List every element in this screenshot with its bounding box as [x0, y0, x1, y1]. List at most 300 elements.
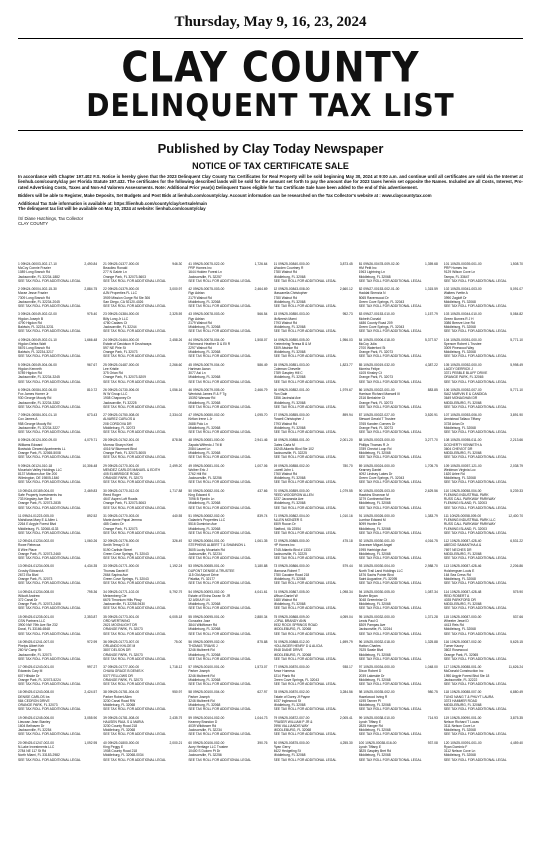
- listing-parcel: 09N25-00075-022-00: [192, 262, 225, 266]
- listing-number: 96: [358, 640, 363, 645]
- listing-parcel: 09N25-00099-002-00: [192, 640, 225, 645]
- tax-listing: [18, 665, 97, 686]
- listing-addr: 584 CEDRON DRIVE: [18, 698, 50, 703]
- listing-owner: Dixon Robert D: [358, 669, 382, 674]
- listing-city: Green Cove Springs, FL 32043: [103, 551, 149, 556]
- listing-owner: Moreira Felipe: [358, 367, 380, 372]
- listing-addr: 2039 Lakeside Dr: [358, 673, 385, 678]
- listing-city: Middleburg, FL 32068: [358, 602, 391, 607]
- listing-number: 10: [18, 488, 22, 493]
- listing-legal-note: SEE TAX ROLL FOR ADDITIONAL LEGAL: [273, 304, 337, 309]
- listing-legal-note: SEE TAX ROLL FOR ADDITIONAL LEGAL: [443, 455, 507, 460]
- listing-amount: 537.66: [512, 614, 524, 619]
- listing-amount: 1,699.79: [339, 640, 353, 645]
- listing-amount: 1,061.35: [254, 539, 268, 544]
- listing-city: Jacksonville, FL 32234: [188, 551, 222, 556]
- listing-owner: Hazelwood Irving R: [358, 694, 388, 699]
- listing-addr: 260 W Camp St: [18, 648, 42, 653]
- listing-owner: Estate of Davidson H Drushways: [103, 341, 152, 346]
- listing-legal-note: SEE TAX ROLL FOR ADDITIONAL LEGAL: [18, 631, 81, 636]
- listing-legal-note: SEE TAX ROLL FOR ADDITIONAL LEGAL: [103, 581, 167, 586]
- tax-listing: [188, 338, 267, 359]
- listing-owner: Smith Terray D III: [103, 543, 129, 548]
- listing-owner: Turner Kacey: [443, 644, 464, 649]
- listing-amount: 972.99: [87, 640, 98, 645]
- signature-block: [18, 216, 523, 227]
- listing-parcel: 09N25-00084-001-00: [192, 539, 225, 544]
- listing-addr: 597 NE Pirie St: [103, 346, 126, 351]
- tax-listing: [274, 262, 353, 283]
- listing-addr: 7309 Long Branch Rd: [18, 295, 51, 300]
- listing-city: Jacksonville, FL 32244: [103, 325, 137, 330]
- listing-city: Jacksonville, FL 32254: [18, 728, 52, 733]
- listing-addr: 2825 Hanger Rd: [358, 724, 383, 729]
- listing-number: 112: [443, 539, 450, 544]
- listing-owner: Mcbeth Donald: [358, 316, 381, 321]
- listing-number: 28: [103, 438, 107, 443]
- listing-city: Middleburg, FL 32068: [358, 703, 391, 708]
- listing-number: 111: [443, 514, 449, 519]
- listing-addr: 4092 Lindsey Lakes Dr: [358, 472, 393, 477]
- listing-city: Jacksonville, FL 32225: [103, 400, 137, 405]
- listing-amount: 1,705.75: [425, 463, 438, 468]
- tax-listing: [359, 741, 438, 762]
- listing-parcel: 10N25-00038-010-00: [363, 715, 395, 720]
- listing-number: 17: [18, 665, 22, 670]
- listing-number: 9: [18, 463, 20, 468]
- listing-addr: 1089 Long Branch Rd: [18, 270, 51, 275]
- listing-legal-note: SEE TAX ROLL FOR ADDITIONAL LEGAL: [358, 732, 422, 737]
- listing-owner: Rowe Rebecca: [18, 543, 41, 548]
- listing-addr: 277 N Galvin Ln: [103, 270, 127, 275]
- listing-addr: 3246 Mulberrit Rd: [188, 698, 215, 703]
- listing-legal-note: SEE TAX ROLL FOR ADDITIONAL LEGAL: [188, 631, 252, 636]
- listing-addr: 3789 Cheviot Loop Rd: [358, 446, 392, 451]
- listing-amount: 475.18: [342, 539, 353, 544]
- listing-owner: Green Burnes R J H: [443, 316, 474, 321]
- listing-parcel: 10N25-00025-003-00: [363, 488, 395, 493]
- listing-parcel: 09N25-01247-002-00: [22, 740, 54, 745]
- listing-number: 70: [273, 488, 278, 493]
- listing-city: Jacksonville, FL 32234-3245: [18, 375, 60, 380]
- listing-number: 48: [188, 438, 193, 443]
- listing-parcel: 09N25-00852-001-00: [278, 388, 310, 393]
- listing-parcel: 10N25-00032-018-00: [363, 640, 395, 645]
- listing-parcel: 10N25-00044-010-00: [450, 312, 482, 317]
- listing-number: 119: [443, 715, 450, 720]
- listing-city: Orange Park, FL 32073-2406: [18, 602, 61, 607]
- listing-amount: 1,823.77: [339, 362, 353, 367]
- listing-city: Middleburg, FL 32068: [188, 451, 221, 456]
- listing-addr: 3230 Canal Road RW: [103, 698, 136, 703]
- listing-amount: 673.43: [87, 413, 98, 418]
- listing-addr: 5932 ROCK SPRINGS ROAD: [273, 623, 318, 628]
- listing-amount: 780.70: [342, 463, 353, 468]
- tax-listing: [359, 363, 438, 384]
- listing-addr: 5099 Hunter Dr: [358, 522, 382, 527]
- listing-city: Middleburg, FL 32068: [273, 476, 306, 481]
- listing-number: 117: [443, 665, 450, 670]
- listing-legal-note: SEE TAX ROLL FOR ADDITIONAL LEGAL: [358, 455, 422, 460]
- listing-parcel: 10N25-00091-001-00: [450, 740, 482, 745]
- listing-amount: 326.49: [172, 539, 183, 544]
- listing-parcel: 09N25-01243-001-00: [22, 665, 54, 670]
- listing-parcel: 09N25-01762-001-00: [107, 438, 140, 443]
- tax-listing: [274, 363, 353, 384]
- listing-owner: N-Lake Investments LLC: [18, 745, 55, 750]
- listing-city: Jacksonville, FL 32225: [273, 551, 307, 556]
- listing-city: Middleburg, FL 32068: [358, 728, 391, 733]
- listing-number: 22: [103, 287, 107, 292]
- listing-addr: RUSS CALL PARKWAY PARKWAY: [443, 522, 496, 527]
- listing-city: Orange Park, FL 32073-2460: [18, 551, 61, 556]
- listing-legal-note: SEE TAX ROLL FOR ADDITIONAL LEGAL: [18, 682, 81, 687]
- listing-number: 88: [358, 438, 363, 443]
- listing-amount: 1,010.16: [339, 514, 353, 519]
- listing-amount: 2,038.79: [510, 463, 524, 468]
- listing-owner: Bovier Bryan: [358, 593, 378, 598]
- listing-city: Middleburg, FL 32068: [443, 425, 476, 430]
- listing-city: Middleburg, FL 32068: [273, 375, 306, 380]
- listing-legal-note: SEE TAX ROLL FOR ADDITIONAL LEGAL: [358, 354, 422, 359]
- listing-amount: 6,880.49: [510, 690, 524, 695]
- listing-legal-note: SEE TAX ROLL FOR ADDITIONAL LEGAL: [443, 278, 507, 283]
- listing-city: Baldwin, FL 32234-3217: [18, 350, 54, 355]
- listing-owner: Metzenberg Cie: [103, 593, 127, 598]
- listing-parcel: 09N25-01777-000-00: [107, 665, 140, 670]
- listing-parcel: 09N25-00858-002-00: [278, 463, 310, 468]
- tax-listing: [103, 640, 182, 661]
- listing-city: Middleburg, FL 32068: [358, 501, 391, 506]
- listing-amount: 892.52: [87, 514, 98, 519]
- listing-parcel: 09N24-00049-002-01-10: [20, 337, 57, 342]
- listing-owner: CHAVA GRACE B DENIS K: [103, 669, 144, 674]
- listing-owner: Crosby Edward A: [18, 568, 44, 573]
- listing-city: Middleburg, FL 32068: [443, 753, 476, 758]
- listing-city: Middleburg, FL 32068: [188, 501, 221, 506]
- tax-listing: [444, 438, 523, 459]
- listing-amount: 4,059.04: [339, 614, 353, 619]
- listing-city: Orange Park, FL 32073-5005: [103, 451, 146, 456]
- listing-legal-note: SEE TAX ROLL FOR ADDITIONAL LEGAL: [103, 379, 167, 384]
- listing-parcel: 09N24-01223-005-00: [22, 514, 54, 519]
- listing-owner: Rowell Christopher J: [273, 417, 304, 422]
- listing-parcel: 10N25-00023-000-00: [363, 438, 395, 443]
- listing-city: Middleburg, FL 32068: [443, 299, 476, 304]
- listing-parcel: 09N25-00104-002-00: [192, 715, 225, 720]
- listing-legal-note: SEE TAX ROLL FOR ADDITIONAL LEGAL: [103, 404, 167, 409]
- listing-owner: W W Group LLC: [103, 392, 128, 397]
- listing-city: Jacksonville, FL 32222: [443, 677, 478, 682]
- listing-number: 75: [273, 614, 278, 619]
- listing-amount: 997.27: [87, 665, 98, 670]
- listing-addr: 5676 Long Branch Rd: [18, 346, 51, 351]
- listing-legal-note: SEE TAX ROLL FOR ADDITIONAL LEGAL: [358, 278, 422, 283]
- listing-amount: 2,880.34: [254, 614, 268, 619]
- tax-listing: [103, 564, 182, 585]
- listing-amount: 1,315.59: [425, 287, 438, 292]
- listing-legal-note: SEE TAX ROLL FOR ADDITIONAL LEGAL: [358, 606, 422, 611]
- listing-city: Middleburg, FL 32068: [188, 325, 221, 330]
- listing-city: ORANGE PARK, FL 32073: [18, 703, 58, 708]
- listing-city: Middleburg, FL 32068: [188, 627, 221, 632]
- listing-amount: 3,284.56: [339, 690, 353, 695]
- listing-owner: ALVAREZ CARLOS A: [103, 417, 136, 422]
- listing-city: Orange Park, FL 32073-2835: [18, 501, 61, 506]
- listing-number: 74: [273, 589, 278, 594]
- listing-amount: 810.72: [87, 388, 98, 393]
- tax-listing: [444, 640, 523, 661]
- listing-legal-note: SEE TAX ROLL FOR ADDITIONAL LEGAL: [18, 304, 81, 309]
- listing-legal-note: SEE TAX ROLL FOR ADDITIONAL LEGAL: [103, 505, 167, 510]
- listing-addr: 6676 Timonium Hills Pkwy: [103, 598, 142, 603]
- listing-legal-note: SEE TAX ROLL FOR ADDITIONAL LEGAL: [103, 304, 167, 309]
- listing-legal-note: SEE TAX ROLL FOR ADDITIONAL LEGAL: [188, 505, 252, 510]
- listing-city: Orange Park, FL 32073-5603: [103, 274, 146, 279]
- listing-addr: 10400 S Dulcen Pt Dr: [188, 749, 221, 754]
- listing-city: Middleburg, FL 32068: [443, 350, 476, 355]
- listing-number: 95: [358, 614, 363, 619]
- listing-legal-note: SEE TAX ROLL FOR ADDITIONAL LEGAL: [358, 530, 422, 535]
- listing-owner: HP Homes Inc: [273, 543, 295, 548]
- publisher-line: Published by Clay Today Newspaper: [157, 141, 384, 156]
- listing-parcel: 09N25-00843-008-00: [278, 287, 310, 292]
- listing-amount: 1,007.06: [254, 463, 268, 468]
- listing-columns: [18, 262, 523, 844]
- listing-parcel: 09N25-00862-004-00: [278, 514, 310, 519]
- listing-owner: Wentcisk James R & F Tg: [188, 392, 227, 397]
- listing-legal-note: SEE TAX ROLL FOR ADDITIONAL LEGAL: [273, 631, 337, 636]
- listing-addr: 8 Wire Place: [18, 547, 37, 552]
- listing-number: 3: [18, 312, 20, 317]
- listing-addr: 3246 Mulberrit Rd: [188, 673, 215, 678]
- listing-city: Wilmington, DE 19805-1840: [18, 476, 60, 481]
- listing-city: Middleburg, FL 32068: [188, 602, 221, 607]
- listing-parcel: 09N24-00084-002-06-00: [20, 388, 57, 393]
- listing-amount: 3,520.91: [425, 413, 438, 418]
- listing-legal-note: SEE TAX ROLL FOR ADDITIONAL LEGAL: [18, 404, 81, 409]
- listing-addr: 164 Sea Cress Rd: [443, 572, 471, 577]
- listing-owner: Gates Carla M: [273, 442, 295, 447]
- listing-addr: 2762 Hill Rd: [188, 472, 207, 477]
- listing-parcel: 09N25-00865-000-00: [278, 539, 310, 544]
- listing-amount: 2,466.79: [254, 388, 268, 393]
- listing-addr: 3900 NW 79th Ave Ste 232: [18, 623, 58, 628]
- listing-addr: 372 Canal Dr: [18, 598, 38, 603]
- listing-owner: Phelps Albert Keh: [18, 644, 45, 649]
- listing-owner: ORLANDO KHLOE M: [103, 644, 136, 649]
- listing-number: 62: [273, 287, 278, 292]
- listing-amount: 1,087.34: [425, 589, 438, 594]
- listing-number: 81: [358, 262, 363, 266]
- listing-legal-note: SEE TAX ROLL FOR ADDITIONAL LEGAL: [18, 329, 81, 334]
- listing-parcel: 10N25-00026-000-00: [363, 514, 395, 519]
- listing-number: 61: [273, 262, 278, 266]
- listing-owner: PRP Homes Inc: [443, 266, 468, 271]
- listing-amount: 1,098.34: [339, 589, 353, 594]
- listing-legal-note: SEE TAX ROLL FOR ADDITIONAL LEGAL: [358, 707, 422, 712]
- listing-addr: 4039 Wildtower Rd: [188, 724, 217, 729]
- listing-amount: 1,726.64: [254, 262, 268, 266]
- listing-amount: 3,180.88: [254, 564, 268, 569]
- listing-amount: 1,383.79: [425, 514, 438, 519]
- listing-owner: Nelson Richard T Lucas: [443, 719, 479, 724]
- listing-parcel: 10N25-00087-428-46: [450, 564, 482, 569]
- listing-number: 58: [188, 690, 193, 695]
- listing-owner: Higdon Joseph B: [18, 316, 44, 321]
- tax-listing: [359, 438, 438, 459]
- listing-number: 29: [103, 463, 107, 468]
- tax-listing: [103, 489, 182, 510]
- listing-owner: SAIZ MARVIN E & CANDIDA: [443, 392, 487, 397]
- listing-owner: McCoy Connie Frazier: [18, 266, 51, 271]
- listing-parcel: 09N25-00870-002-00: [278, 690, 310, 695]
- listing-city: Middleburg, FL 32068: [188, 652, 221, 657]
- listing-city: Middleburg, FL 32068: [358, 677, 391, 682]
- listing-city: Green Cove Springs, FL 32043: [358, 476, 405, 481]
- listing-amount: 5,792.79: [169, 589, 183, 594]
- listing-legal-note: SEE TAX ROLL FOR ADDITIONAL LEGAL: [273, 278, 337, 283]
- listing-legal-note: SEE TAX ROLL FOR ADDITIONAL LEGAL: [273, 682, 337, 687]
- listing-number: 104: [443, 337, 450, 342]
- listing-amount: 1,979.67: [339, 388, 353, 393]
- listing-parcel: 09N24-01234-005-00: [22, 564, 54, 569]
- listing-number: 98: [358, 690, 363, 695]
- listing-parcel: 09N25-00106-002-00: [192, 740, 225, 745]
- listing-parcel: 09N25-01771-102-00: [107, 589, 140, 594]
- tax-listing: [103, 716, 182, 737]
- listing-parcel: 09N25-01781-008-00: [107, 715, 140, 720]
- listing-number: 99: [358, 715, 363, 720]
- listing-parcel: 09N24-00124-010-18: [20, 463, 53, 468]
- listing-legal-note: SEE TAX ROLL FOR ADDITIONAL LEGAL: [18, 379, 81, 384]
- tax-listing: [274, 539, 353, 560]
- listing-city: Orange Park, FL 32073: [358, 350, 394, 355]
- listing-legal-note: SEE TAX ROLL FOR ADDITIONAL LEGAL: [188, 455, 252, 460]
- listing-amount: 2,353.87: [84, 614, 98, 619]
- listing-owner: Estate of Elvino Duran Sr JR: [188, 593, 231, 598]
- listing-city: Stafford, VA 22554: [273, 526, 301, 531]
- listing-amount: 975.40: [87, 312, 98, 317]
- listing-number: 71: [273, 514, 278, 519]
- listing-parcel: 10N25-00087-002-00: [450, 640, 482, 645]
- listing-amount: 2,499.20: [169, 463, 183, 468]
- listing-amount: 1,371.28: [425, 614, 438, 619]
- listing-amount: 795.36: [87, 589, 98, 594]
- listing-amount: 2,334.02: [169, 413, 183, 418]
- listing-amount: 6,005.18: [169, 614, 183, 619]
- listing-owner: Ryan Gerry: [273, 745, 291, 750]
- listing-number: 100: [358, 740, 365, 745]
- listing-number: 32: [103, 539, 107, 544]
- listing-legal-note: SEE TAX ROLL FOR ADDITIONAL LEGAL: [273, 656, 337, 661]
- listing-addr: 930 George Moody Rd: [18, 396, 52, 401]
- listing-addr: 607 Hillside Dr: [18, 673, 40, 678]
- listing-number: 105: [443, 362, 450, 367]
- listing-number: 69: [273, 463, 278, 468]
- listing-amount: 950.97: [172, 690, 183, 695]
- tax-listing: [274, 665, 353, 686]
- listing-addr: 2996 VALLIANDIS WAY: [273, 724, 309, 729]
- listing-city: FLEMING ISLAND, FL 32003: [443, 526, 487, 531]
- tax-listing: [359, 514, 438, 535]
- listing-parcel: 10N25-00052-000-00: [450, 362, 482, 367]
- listing-city: Middleburg, FL 32068: [188, 703, 221, 708]
- listing-owner: Acey Heritage LLC Trustee: [188, 745, 228, 750]
- listing-legal-note: SEE TAX ROLL FOR ADDITIONAL LEGAL: [443, 757, 507, 762]
- listing-owner: Coleman Chevelle: [273, 367, 301, 372]
- listing-addr: 2780 Cauaine Road 218: [273, 572, 310, 577]
- listing-number: 43: [188, 312, 193, 317]
- listing-legal-note: SEE TAX ROLL FOR ADDITIONAL LEGAL: [18, 606, 81, 611]
- listing-addr: 5789 Higdon Rd: [18, 371, 42, 376]
- listing-legal-note: SEE TAX ROLL FOR ADDITIONAL LEGAL: [358, 581, 422, 586]
- listing-parcel: 09N25-01377-000-00: [107, 262, 140, 266]
- listing-number: 44: [188, 337, 193, 342]
- tax-listing: [444, 312, 523, 333]
- listing-number: 72: [273, 539, 278, 544]
- listing-parcel: 10N25-00024-000-00: [363, 463, 395, 468]
- listing-amount: 5,625.15: [510, 640, 524, 645]
- tax-listing: [274, 338, 353, 359]
- listing-number: 76: [273, 640, 278, 645]
- bidder-paragraph: Bidders will be able to Register, Make Deposits, Set Budgets and Post Bids at lienhub.com/county/clay. Account information can be researched on the Tax Collector's website at : www.claycountytax.com: [18, 192, 432, 198]
- listing-city: Middleburg, FL 32068: [188, 526, 221, 531]
- listing-number: 59: [188, 715, 193, 720]
- listing-number: 79: [273, 715, 278, 720]
- issue-date: Thursday, May 9, 16, 23, 2024: [174, 14, 367, 30]
- listing-number: 39: [103, 715, 107, 720]
- tax-listing: [18, 741, 97, 762]
- listing-amount: 4,387.22: [425, 362, 438, 367]
- listing-amount: 2,490.84: [84, 262, 98, 266]
- listing-legal-note: SEE TAX ROLL FOR ADDITIONAL LEGAL: [443, 404, 507, 409]
- listing-parcel: 09N25-00078-004-00: [192, 337, 225, 342]
- listing-parcel: 09N25-00081-000-00: [192, 438, 225, 443]
- listing-amount: 1,092.95: [84, 740, 98, 745]
- listing-city: Doral, FL 33166-6548: [18, 627, 50, 632]
- listing-legal-note: SEE TAX ROLL FOR ADDITIONAL LEGAL: [358, 304, 422, 309]
- listing-city: MIDDLEBURG, FL 32068: [443, 551, 482, 556]
- listing-number: 63: [273, 312, 278, 317]
- listing-owner: Marie Annie Papai Jemma: [103, 518, 142, 523]
- tax-listing: [188, 312, 267, 333]
- listing-legal-note: SEE TAX ROLL FOR ADDITIONAL LEGAL: [18, 530, 81, 535]
- tax-listing: [188, 665, 267, 686]
- newspaper-page: [18, 0, 523, 850]
- listing-owner: LACEY DERRICK J: [443, 367, 473, 372]
- tax-listing: [188, 640, 267, 661]
- listing-addr: 3246 Mulberrit Rd: [188, 648, 215, 653]
- listing-addr: 5516 Dominion Ave: [188, 522, 217, 527]
- listing-owner: Ryp Adrian: [188, 316, 205, 321]
- listing-amount: 937.08: [427, 740, 438, 745]
- listing-legal-note: SEE TAX ROLL FOR ADDITIONAL LEGAL: [443, 354, 507, 359]
- listing-amount: 2,629.56: [425, 488, 438, 493]
- listing-owner: Harrison Richard Maxwell III: [358, 392, 400, 397]
- listing-column: [188, 262, 267, 844]
- tax-listing: [18, 464, 97, 485]
- listing-legal-note: SEE TAX ROLL FOR ADDITIONAL LEGAL: [188, 404, 252, 409]
- listing-column: [103, 262, 182, 844]
- listing-parcel: 09N25-00868-009-00: [278, 614, 310, 619]
- listing-parcel: 10N25-00039-001-00: [450, 262, 482, 266]
- listing-addr: Bostwick Cleared Apartments LL: [18, 446, 66, 451]
- listing-addr: 3279 Continental Bee: [358, 497, 391, 502]
- listing-parcel: 09N24-00049-004-06-00: [20, 362, 57, 367]
- tax-listing: [444, 338, 523, 359]
- listing-city: Middleburg, FL 32068: [188, 400, 221, 405]
